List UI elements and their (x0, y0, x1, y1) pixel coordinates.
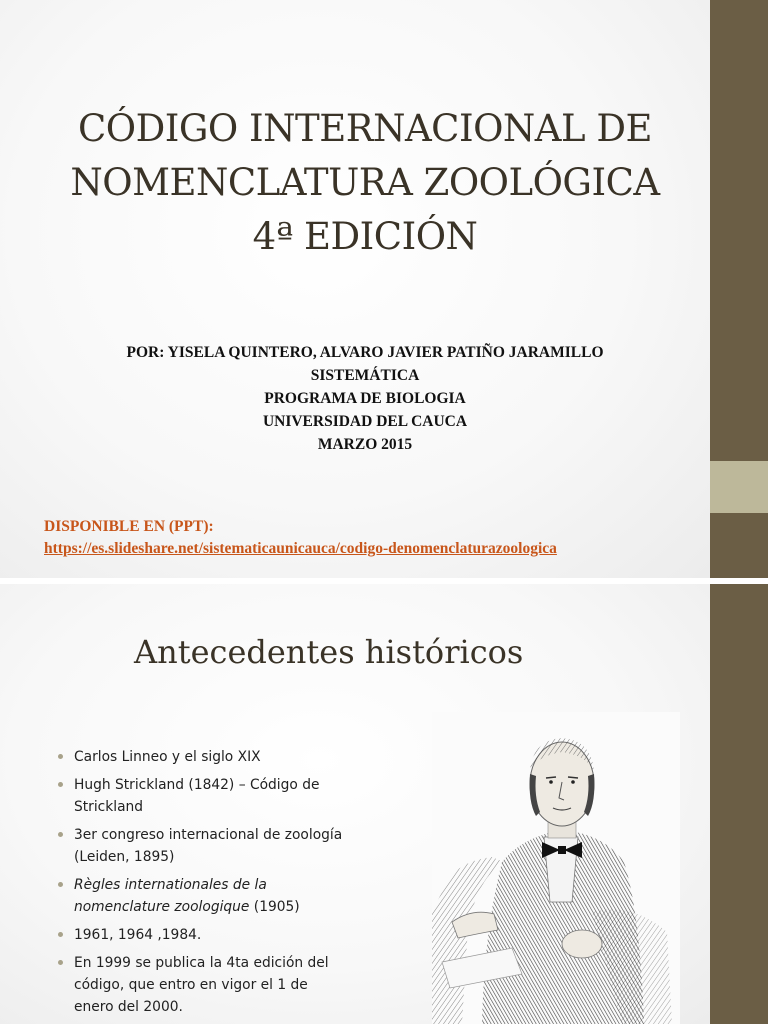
slideshare-link[interactable]: https://es.slideshare.net/sistematicaunicauca/codigo-denomenclaturazoologica (44, 540, 557, 557)
history-bullet-list (58, 746, 348, 1024)
availability-label: DISPONIBLE EN (PPT): (44, 518, 214, 535)
title-line-1: CÓDIGO INTERNACIONAL DE (77, 107, 653, 150)
date-line: MARZO 2015 (317, 436, 413, 453)
bullet-item (58, 874, 348, 918)
program-line: PROGRAMA DE BIOLOGIA (264, 390, 466, 407)
title-line-2: NOMENCLATURA ZOOLÓGICA (70, 161, 660, 204)
bullet-text: 3er congreso internacional de zoología (Leiden, 1895) (74, 827, 343, 865)
authors-block (40, 341, 690, 456)
bullet-item (58, 924, 348, 946)
bullet-item (58, 746, 348, 768)
bullet-italic-text: Règles internationales de la nomenclature zoologique (74, 877, 267, 915)
bullet-item (58, 824, 348, 868)
bullet-item (58, 952, 348, 1018)
history-title: Antecedentes históricos (134, 633, 524, 671)
authors-line: POR: YISELA QUINTERO, ALVARO JAVIER PATIÑO JARAMILLO (126, 344, 604, 361)
bullet-text-suffix: (1905) (249, 899, 300, 915)
sidebar-accent-block (710, 461, 768, 513)
bullet-text: En 1999 se publica la 4ta edición del código, que entro en vigor el 1 de enero del 2000. (74, 955, 329, 1015)
title-line-3: 4ª EDICIÓN (252, 215, 478, 258)
strickland-portrait-image (432, 712, 680, 1024)
university-line: UNIVERSIDAD DEL CAUCA (262, 413, 468, 430)
slide1-sidebar (710, 0, 768, 578)
slide2-sidebar (710, 584, 768, 1024)
slide-title (40, 102, 690, 264)
bullet-text: Carlos Linneo y el siglo XIX (74, 749, 261, 765)
portrait-illustration (432, 712, 680, 1024)
availability-block (44, 516, 694, 560)
subject-line: SISTEMÁTICA (310, 367, 420, 384)
bullet-text: 1961, 1964 ,1984. (74, 927, 202, 943)
bullet-item (58, 774, 348, 818)
bullet-text: Hugh Strickland (1842) – Código de Strickland (74, 777, 320, 815)
